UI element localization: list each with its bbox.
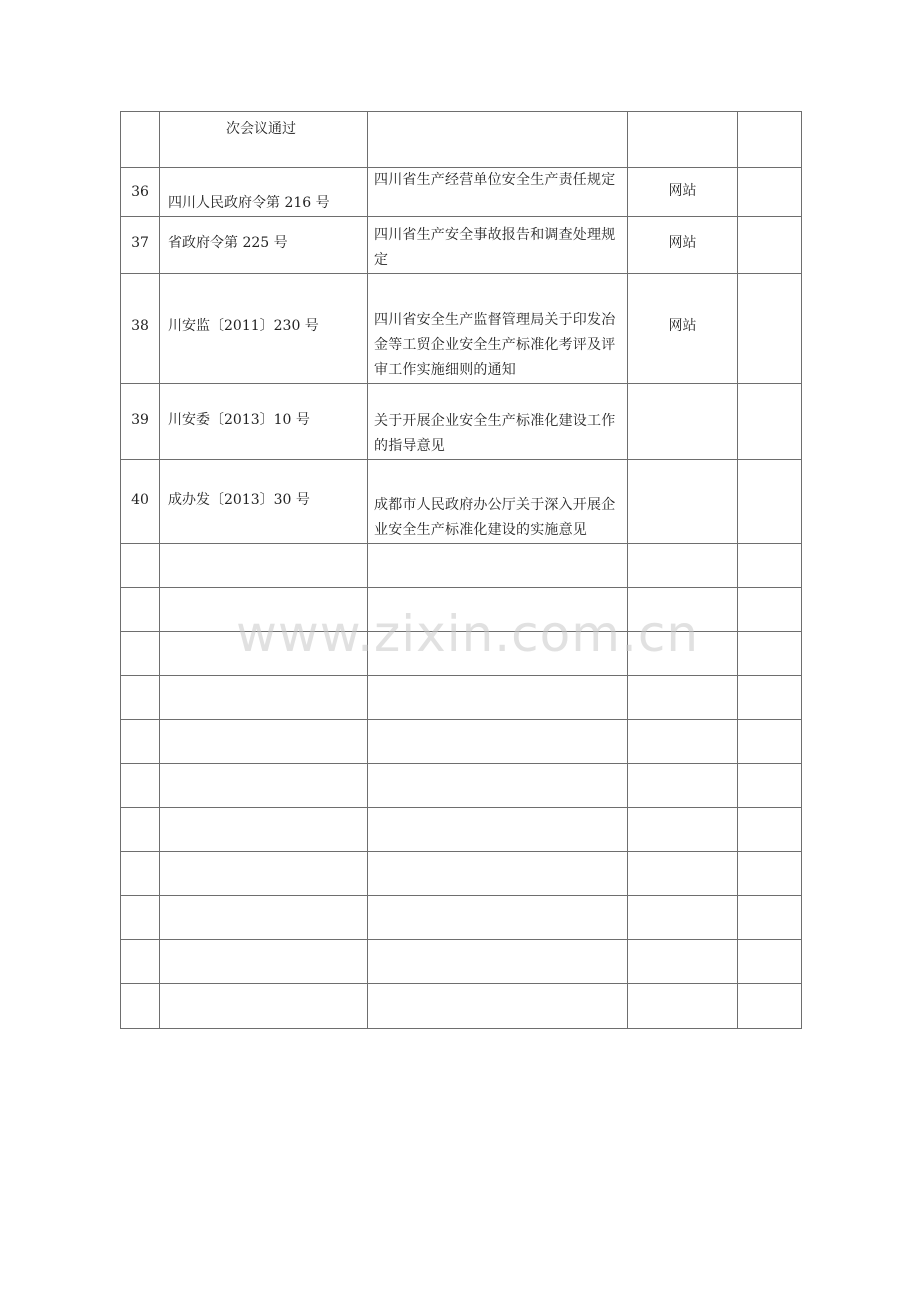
row-number: 40 — [121, 460, 160, 544]
source-cell — [628, 460, 738, 544]
regulation-title: 关于开展企业安全生产标准化建设工作的指导意见 — [368, 384, 628, 460]
empty-row — [121, 588, 802, 632]
table-row — [121, 168, 802, 217]
document-number: 次会议通过 — [160, 112, 368, 168]
regulation-title: 四川省生产安全事故报告和调查处理规定 — [368, 217, 628, 274]
note-cell — [738, 112, 802, 168]
regulation-title: 四川省安全生产监督管理局关于印发冶金等工贸企业安全生产标准化考评及评审工作实施细则的通知 — [368, 274, 628, 384]
table-row — [121, 384, 802, 460]
row-number: 36 — [121, 168, 160, 217]
empty-row — [121, 808, 802, 852]
empty-row — [121, 632, 802, 676]
source-cell: 网站 — [628, 168, 738, 217]
document-number: 川安监〔2011〕230 号 — [160, 274, 368, 384]
note-cell — [738, 384, 802, 460]
regulation-title — [368, 112, 628, 168]
row-number: 38 — [121, 274, 160, 384]
empty-row — [121, 940, 802, 984]
document-number: 成办发〔2013〕30 号 — [160, 460, 368, 544]
source-cell: 网站 — [628, 274, 738, 384]
row-number: 37 — [121, 217, 160, 274]
source-cell — [628, 384, 738, 460]
note-cell — [738, 168, 802, 217]
note-cell — [738, 274, 802, 384]
note-cell — [738, 217, 802, 274]
regulation-title: 成都市人民政府办公厅关于深入开展企业安全生产标准化建设的实施意见 — [368, 460, 628, 544]
document-number: 川安委〔2013〕10 号 — [160, 384, 368, 460]
document-number: 四川人民政府令第 216 号 — [160, 168, 368, 217]
empty-row — [121, 984, 802, 1029]
table-row — [121, 460, 802, 544]
table-row — [121, 274, 802, 384]
regulation-title: 四川省生产经营单位安全生产责任规定 — [368, 168, 628, 217]
empty-row — [121, 896, 802, 940]
table-row — [121, 217, 802, 274]
empty-row — [121, 544, 802, 588]
row-number — [121, 112, 160, 168]
regulations-table — [120, 111, 802, 1029]
empty-row — [121, 676, 802, 720]
empty-row — [121, 720, 802, 764]
note-cell — [738, 460, 802, 544]
document-number: 省政府令第 225 号 — [160, 217, 368, 274]
row-number: 39 — [121, 384, 160, 460]
source-cell — [628, 112, 738, 168]
source-cell: 网站 — [628, 217, 738, 274]
empty-row — [121, 764, 802, 808]
watermark: www.zixin.com.cn — [236, 605, 700, 663]
table-row — [121, 112, 802, 168]
empty-row — [121, 852, 802, 896]
